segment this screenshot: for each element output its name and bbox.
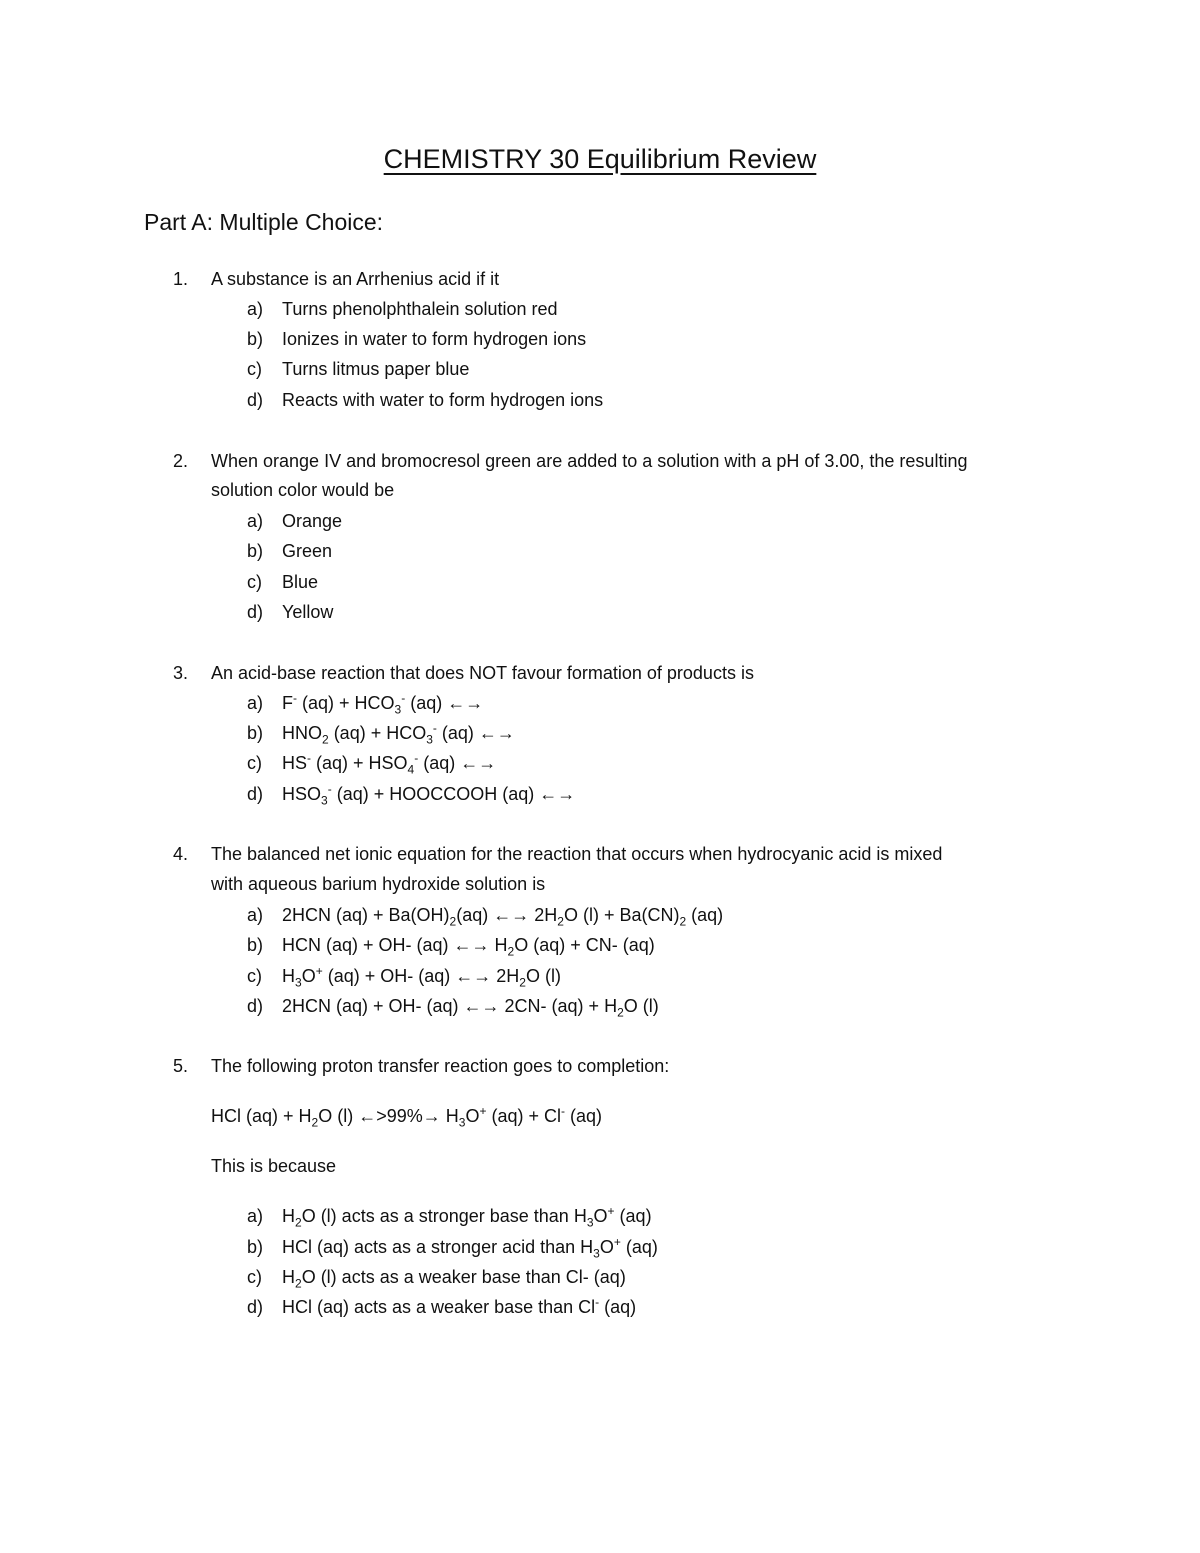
question-number: 3. [173, 663, 189, 683]
option-label: a) [247, 905, 264, 925]
question-text: The balanced net ionic equation for the reaction that occurs when hydrocyanic acid is mixed [211, 844, 943, 864]
option-label: b) [247, 1237, 264, 1257]
option-label: c) [247, 359, 262, 379]
option-label: b) [247, 935, 264, 955]
option-label: c) [247, 1267, 262, 1287]
option-label: a) [247, 299, 264, 319]
option-text: Blue [282, 572, 319, 592]
question-number: 5. [173, 1056, 189, 1076]
part-heading: Part A: Multiple Choice: [144, 209, 384, 235]
option-text: Reacts with water to form hydrogen ions [282, 390, 604, 410]
option-label: a) [247, 693, 264, 713]
reaction-equation: HCl $(aq) + H_2O$ (l) ←>99%→ $H_3O^+$ (aq) + Cl- (aq) [211, 1104, 603, 1130]
option-label: c) [247, 753, 262, 773]
option-label: b) [247, 723, 264, 743]
option-label: c) [247, 966, 262, 986]
option-label: d) [247, 1297, 264, 1317]
option-text: HS- $(aq) + HSO_4^-$ (aq) ←→ [282, 751, 497, 777]
option-text: $HSO_3^-$ (aq) + HOOCCOOH (aq) ←→ [282, 782, 576, 808]
option-text: Ionizes in water to form hydrogen ions [282, 329, 587, 349]
option-text: HCl (aq) acts as a weaker base than Cl- (aq) [282, 1295, 637, 1317]
question-text: The following proton transfer reaction goes to completion: [211, 1056, 670, 1076]
option-text: F- $(aq) + HCO_3^-$ (aq) ←→ [282, 691, 484, 717]
question-text: When orange IV and bromocresol green are added to a solution with a pH of 3.00, the resulting [211, 451, 968, 471]
page-title: CHEMISTRY 30 Equilibrium Review [383, 144, 817, 174]
option-text: HCl (aq) acts as a stronger acid than $H_3O^+$ (aq) [282, 1235, 658, 1261]
option-text: 2HCN $(aq) + Ba(OH)_2(aq)$ ←→ $2H_2O$ $(l) + Ba(CN)_2$ (aq) [282, 905, 724, 929]
option-label: d) [247, 784, 264, 804]
option-label: a) [247, 511, 264, 531]
question-text: A substance is an Arrhenius acid if it [211, 269, 500, 289]
question-followup: This is because [211, 1156, 337, 1176]
question-number: 4. [173, 844, 189, 864]
option-label: b) [247, 329, 264, 349]
option-label: d) [247, 602, 264, 622]
option-label: b) [247, 541, 264, 561]
option-label: a) [247, 1206, 264, 1226]
option-text: $H_2O$ (l) acts as a weaker base than Cl- (aq) [282, 1267, 626, 1291]
option-text: 2HCN (aq) + OH- (aq) ←→ 2CN- $(aq) + H_2O$ (l) [282, 996, 659, 1020]
option-text: $HNO_2$ $(aq) + HCO_3^-$ (aq) ←→ [282, 721, 515, 747]
question-text: An acid-base reaction that does NOT favour formation of products is [211, 663, 754, 683]
option-text: Green [282, 541, 333, 561]
question-text: solution color would be [211, 480, 395, 500]
option-label: d) [247, 996, 264, 1016]
option-text: HCN (aq) + OH- (aq) ←→ $H_2O$ (aq) + CN- (aq) [282, 935, 655, 959]
option-text: Turns phenolphthalein solution red [282, 299, 558, 319]
option-text: Orange [282, 511, 343, 531]
option-text: $H_3O^+$ (aq) + OH- (aq) ←→ $2H_2O$ (l) [282, 964, 561, 990]
question-text: with aqueous barium hydroxide solution is [211, 874, 546, 894]
option-label: d) [247, 390, 264, 410]
option-label: c) [247, 572, 262, 592]
option-text: $H_2O$ (l) acts as a stronger base than $H_3O^+$ (aq) [282, 1204, 652, 1230]
option-text: Yellow [282, 602, 334, 622]
question-number: 1. [173, 269, 189, 289]
question-number: 2. [173, 451, 189, 471]
option-text: Turns litmus paper blue [282, 359, 470, 379]
